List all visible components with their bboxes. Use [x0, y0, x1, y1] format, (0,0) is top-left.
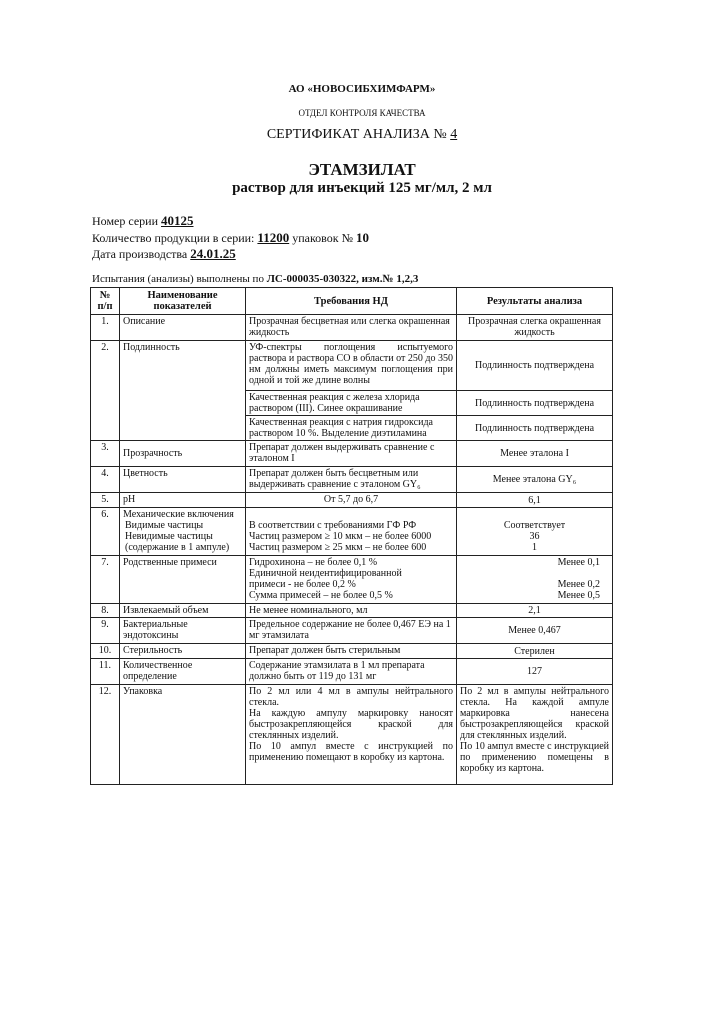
- row-requirement: Препарат должен быть бесцветным или выдерживать сравнение с эталоном GY₆: [246, 467, 457, 493]
- row-requirement: Содержание этамзилата в 1 мл препарата должно быть от 119 до 131 мг: [246, 659, 457, 685]
- quantity-line: [92, 230, 369, 246]
- batch-value: 40125: [161, 213, 194, 228]
- row-number: 9.: [91, 618, 120, 644]
- table-row: [91, 685, 613, 785]
- row-req-line: Гидрохинона – не более 0,1 %: [249, 557, 378, 568]
- row-result: 2,1: [457, 604, 613, 618]
- packs-label: упаковок №: [292, 231, 354, 245]
- row-number: 7.: [91, 556, 120, 604]
- row-result: [457, 685, 613, 785]
- table-row: [91, 315, 613, 341]
- row-req-line: Единичной неидентифицированной: [249, 568, 402, 579]
- row-result: Подлинность подтверждена: [457, 391, 613, 416]
- row-requirement: Препарат должен выдерживать сравнение с эталоном I: [246, 441, 457, 467]
- row-number: 8.: [91, 604, 120, 618]
- department-name: ОТДЕЛ КОНТРОЛЯ КАЧЕСТВА: [298, 108, 426, 118]
- row-req-paragraph: По 2 мл или 4 мл в ампулы нейтрального стекла.: [249, 686, 453, 708]
- header-name: Наименование показателей: [120, 288, 246, 315]
- row-result: 127: [457, 659, 613, 685]
- row-number: 12.: [91, 685, 120, 785]
- row-result: Подлинность подтверждена: [457, 341, 613, 391]
- row-req-line: В соответствии с требованиями ГФ РФ: [249, 520, 417, 531]
- row-requirement: Качественная реакция с натрия гидроксида раствором 10 %. Выделение диэтиламина: [246, 416, 457, 441]
- date-label: Дата производства: [92, 247, 188, 261]
- row-requirement: От 5,7 до 6,7: [246, 493, 457, 508]
- row-requirement: [246, 508, 457, 556]
- date-value: 24.01.25: [190, 246, 236, 261]
- row-result: 6,1: [457, 493, 613, 508]
- row-req-line: Частиц размером ≥ 25 мкм – не более 600: [249, 542, 427, 553]
- row-result: Прозрачная слегка окрашенная жидкость: [457, 315, 613, 341]
- row-sub-content: (содержание в 1 ампуле): [125, 542, 230, 553]
- row-sub-visible: Видимые частицы: [125, 520, 204, 531]
- row-res-line: 1: [532, 542, 537, 553]
- row-requirement: Не менее номинального, мл: [246, 604, 457, 618]
- row-requirement: Качественная реакция с железа хлорида раствором (III). Синее окрашивание: [246, 391, 457, 416]
- row-res-line: 36: [529, 531, 540, 542]
- table-header-row: [91, 288, 613, 315]
- certificate-title-text: СЕРТИФИКАТ АНАЛИЗА №: [266, 127, 447, 142]
- table-row: [91, 341, 613, 391]
- row-number: 11.: [91, 659, 120, 685]
- row-name: Упаковка: [120, 685, 246, 785]
- row-req-line: примеси - не более 0,2 %: [249, 579, 356, 590]
- row-name: Прозрачность: [120, 441, 246, 467]
- table-row: [91, 618, 613, 644]
- row-name: Цветность: [120, 467, 246, 493]
- row-res-line: Соответствует: [503, 520, 566, 531]
- row-name: Подлинность: [120, 341, 246, 441]
- row-result: Стерилен: [457, 644, 613, 659]
- row-number: 10.: [91, 644, 120, 659]
- row-requirement: [246, 685, 457, 785]
- header-results: Результаты анализа: [457, 288, 613, 315]
- row-requirement: Предельное содержание не более 0,467 ЕЭ на 1 мг этамзилата: [246, 618, 457, 644]
- row-req-paragraph: На каждую ампулу маркировку наносят быстрозакрепляющейся краской для стеклянных изделий.: [249, 708, 453, 741]
- tests-line: [92, 273, 418, 285]
- row-name: Родственные примеси: [120, 556, 246, 604]
- table-row: [91, 508, 613, 556]
- row-res-paragraph: По 10 ампул вместе с инструкцией по применению помещены в коробку из картона.: [460, 741, 609, 774]
- date-line: [92, 246, 236, 262]
- analysis-table: [90, 287, 613, 785]
- row-sub-invisible: Невидимые частицы: [125, 531, 213, 542]
- row-requirement: Прозрачная бесцветная или слегка окрашенная жидкость: [246, 315, 457, 341]
- row-res-paragraph: По 2 мл в ампулы нейтрального стекла. На каждой ампуле маркировка нанесена быстрозакрепляющейся краской для стеклянных изделий.: [460, 686, 609, 741]
- organization-name: АО «НОВОСИБХИМФАРМ»: [288, 83, 436, 95]
- table-row: [91, 659, 613, 685]
- row-res-line: Менее 0,1: [557, 557, 600, 568]
- table-row: [91, 467, 613, 493]
- table-row: [91, 644, 613, 659]
- quantity-value: 11200: [257, 230, 290, 245]
- row-req-paragraph: По 10 ампул вместе с инструкцией по применению помещают в коробку из картона.: [249, 741, 453, 763]
- row-req-line: Сумма примесей – не более 0,5 %: [249, 590, 393, 601]
- row-result: Менее эталона GY₆: [457, 467, 613, 493]
- row-number: 3.: [91, 441, 120, 467]
- row-name: Бактериальные эндотоксины: [120, 618, 246, 644]
- row-requirement: Препарат должен быть стерильным: [246, 644, 457, 659]
- quantity-label: Количество продукции в серии:: [92, 231, 255, 245]
- batch-label: Номер серии: [92, 214, 158, 228]
- row-number: 5.: [91, 493, 120, 508]
- product-form: раствор для инъекций 125 мг/мл, 2 мл: [232, 180, 492, 196]
- row-name: Стерильность: [120, 644, 246, 659]
- row-result: Подлинность подтверждена: [457, 416, 613, 441]
- row-result: Менее эталона I: [457, 441, 613, 467]
- row-name: Извлекаемый объем: [120, 604, 246, 618]
- row-name: Описание: [120, 315, 246, 341]
- table-row: [91, 556, 613, 604]
- batch-line: [92, 213, 194, 229]
- row-result: [457, 508, 613, 556]
- row-res-line: Менее 0,2: [557, 579, 600, 590]
- certificate-number: 4: [450, 127, 458, 142]
- row-result: [457, 556, 613, 604]
- row-number: 1.: [91, 315, 120, 341]
- row-number: 4.: [91, 467, 120, 493]
- row-requirement: [246, 556, 457, 604]
- row-result: Менее 0,467: [457, 618, 613, 644]
- packs-value: 10: [356, 230, 370, 245]
- row-req-line: Частиц размером ≥ 10 мкм – не более 6000: [249, 531, 432, 542]
- header-num: № п/п: [91, 288, 120, 315]
- row-name: [120, 508, 246, 556]
- product-name: ЭТАМЗИЛАТ: [308, 160, 416, 179]
- row-number: 6.: [91, 508, 120, 556]
- table-row: [91, 493, 613, 508]
- row-name-main: Механические включения: [123, 509, 234, 520]
- tests-prefix: Испытания (анализы) выполнены по: [92, 273, 264, 285]
- tests-document: ЛС-000035-030322, изм.№ 1,2,3: [266, 273, 419, 285]
- row-number: 2.: [91, 341, 120, 441]
- table-row: [91, 604, 613, 618]
- table-row: [91, 441, 613, 467]
- row-name: Количественное определение: [120, 659, 246, 685]
- header-requirements: Требования НД: [246, 288, 457, 315]
- certificate-title: [0, 127, 724, 143]
- row-name: pH: [120, 493, 246, 508]
- row-requirement: УФ-спектры поглощения испытуемого раствора и раствора СО в области от 250 до 350 нм должны иметь максимум поглощения при одной и той же длине волны: [246, 341, 457, 391]
- row-res-line: Менее 0,5: [557, 590, 600, 601]
